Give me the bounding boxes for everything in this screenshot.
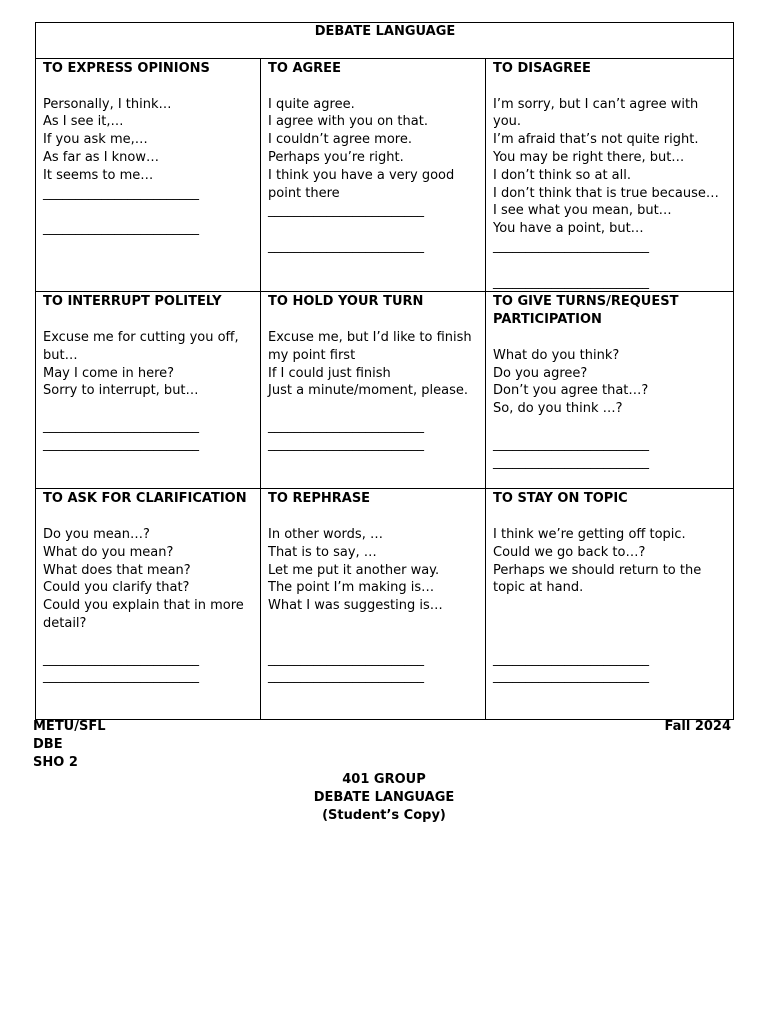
section-interrupt-politely: [36, 292, 261, 489]
section-ask-clarification: [36, 489, 261, 720]
section-heading: TO AGREE: [268, 61, 341, 76]
blank-line[interactable]: ________________________: [43, 436, 199, 452]
phrase: You may be right there, but…: [493, 149, 685, 165]
phrase: Personally, I think…: [43, 96, 172, 112]
section-give-turns: [486, 292, 734, 489]
footer-caption: [33, 771, 735, 824]
section-hold-your-turn: [261, 292, 486, 489]
phrase: Could you explain that in more detail?: [43, 598, 244, 631]
blank-line[interactable]: ________________________: [268, 238, 424, 254]
blank-line[interactable]: ________________________: [268, 669, 424, 685]
footer-institution: [33, 718, 106, 771]
blank-line[interactable]: ________________________: [493, 454, 649, 470]
section-stay-on-topic: [486, 489, 734, 720]
phrase: I couldn’t agree more.: [268, 132, 412, 148]
blank-line[interactable]: ________________________: [493, 669, 649, 685]
phrase: That is to say, …: [268, 544, 377, 560]
phrase: I see what you mean, but…: [493, 203, 672, 219]
phrase: What do you mean?: [43, 544, 174, 560]
section-heading: TO EXPRESS OPINIONS: [43, 61, 210, 76]
blank-line[interactable]: ________________________: [43, 185, 199, 201]
phrase: As far as I know…: [43, 149, 160, 165]
blank-line[interactable]: ________________________: [493, 436, 649, 452]
phrase: Do you mean…?: [43, 526, 150, 542]
phrase: Just a minute/moment, please.: [268, 383, 469, 399]
section-express-opinions: [36, 59, 261, 292]
phrase: As I see it,…: [43, 114, 124, 130]
phrase: The point I’m making is…: [268, 580, 435, 596]
footer-line: SHO 2: [33, 754, 78, 770]
section-heading: TO REPHRASE: [268, 491, 371, 507]
phrase: What does that mean?: [43, 562, 191, 578]
phrase: Sorry to interrupt, but…: [43, 383, 199, 399]
phrase: Could you clarify that?: [43, 580, 190, 596]
blank-line[interactable]: ________________________: [43, 651, 199, 667]
phrase: So, do you think …?: [493, 401, 623, 417]
footer-copy-type: (Student’s Copy): [322, 807, 446, 823]
section-heading: TO ASK FOR CLARIFICATION: [43, 491, 247, 507]
section-agree: [261, 59, 486, 292]
section-rephrase: [261, 489, 486, 720]
blank-line[interactable]: ________________________: [43, 669, 199, 685]
footer-term: Fall 2024: [664, 719, 731, 734]
section-disagree: [486, 59, 734, 292]
footer-group: 401 GROUP: [342, 772, 426, 787]
phrase: I quite agree.: [268, 96, 355, 112]
phrase: Let me put it another way.: [268, 562, 440, 578]
debate-language-sheet: [35, 22, 733, 720]
blank-line[interactable]: ________________________: [268, 203, 424, 219]
phrase: What I was suggesting is…: [268, 598, 443, 614]
phrase: I agree with you on that.: [268, 114, 428, 130]
phrase: I think we’re getting off topic.: [493, 526, 686, 542]
blank-line[interactable]: ________________________: [268, 418, 424, 434]
footer-line: METU/SFL: [33, 719, 106, 734]
phrase: Do you agree?: [493, 365, 588, 381]
footer-line: DBE: [33, 736, 63, 752]
table-title: DEBATE LANGUAGE: [36, 23, 734, 59]
footer-doc-title: DEBATE LANGUAGE: [313, 789, 455, 805]
phrase: I’m afraid that’s not quite right.: [493, 132, 699, 148]
phrase: In other words, …: [268, 526, 383, 542]
phrase: Don’t you agree that…?: [493, 383, 649, 399]
phrase: It seems to me…: [43, 167, 154, 183]
section-heading: TO GIVE TURNS/REQUEST PARTICIPATION: [493, 294, 679, 328]
phrase: I’m sorry, but I can’t agree with you.: [493, 96, 699, 130]
blank-line[interactable]: ________________________: [268, 436, 424, 452]
phrase: Excuse me for cutting you off, but…: [43, 329, 239, 363]
phrase: If you ask me,…: [43, 132, 148, 148]
blank-line[interactable]: ________________________: [493, 238, 649, 254]
section-heading: TO INTERRUPT POLITELY: [43, 294, 222, 310]
phrase: I don’t think so at all.: [493, 167, 631, 183]
phrase: I don’t think that is true because…: [493, 185, 719, 201]
phrase: May I come in here?: [43, 365, 175, 381]
phrase: Excuse me, but I’d like to finish my point first: [268, 329, 472, 363]
phrase: Could we go back to…?: [493, 544, 646, 560]
blank-line[interactable]: ________________________: [43, 418, 199, 434]
phrase: If I could just finish: [268, 365, 391, 381]
section-heading: TO DISAGREE: [493, 61, 591, 76]
section-heading: TO HOLD YOUR TURN: [268, 294, 424, 310]
phrase: You have a point, but…: [493, 221, 644, 237]
blank-line[interactable]: ________________________: [493, 651, 649, 667]
phrase: What do you think?: [493, 347, 620, 363]
blank-line[interactable]: ________________________: [268, 651, 424, 667]
phrase: I think you have a very good point there: [268, 167, 455, 201]
phrase: Perhaps you’re right.: [268, 149, 404, 165]
phrase: Perhaps we should return to the topic at hand.: [493, 562, 702, 596]
section-heading: TO STAY ON TOPIC: [493, 491, 628, 507]
phrase-table: [35, 22, 734, 720]
blank-line[interactable]: ________________________: [493, 274, 649, 290]
blank-line[interactable]: ________________________: [43, 221, 199, 237]
